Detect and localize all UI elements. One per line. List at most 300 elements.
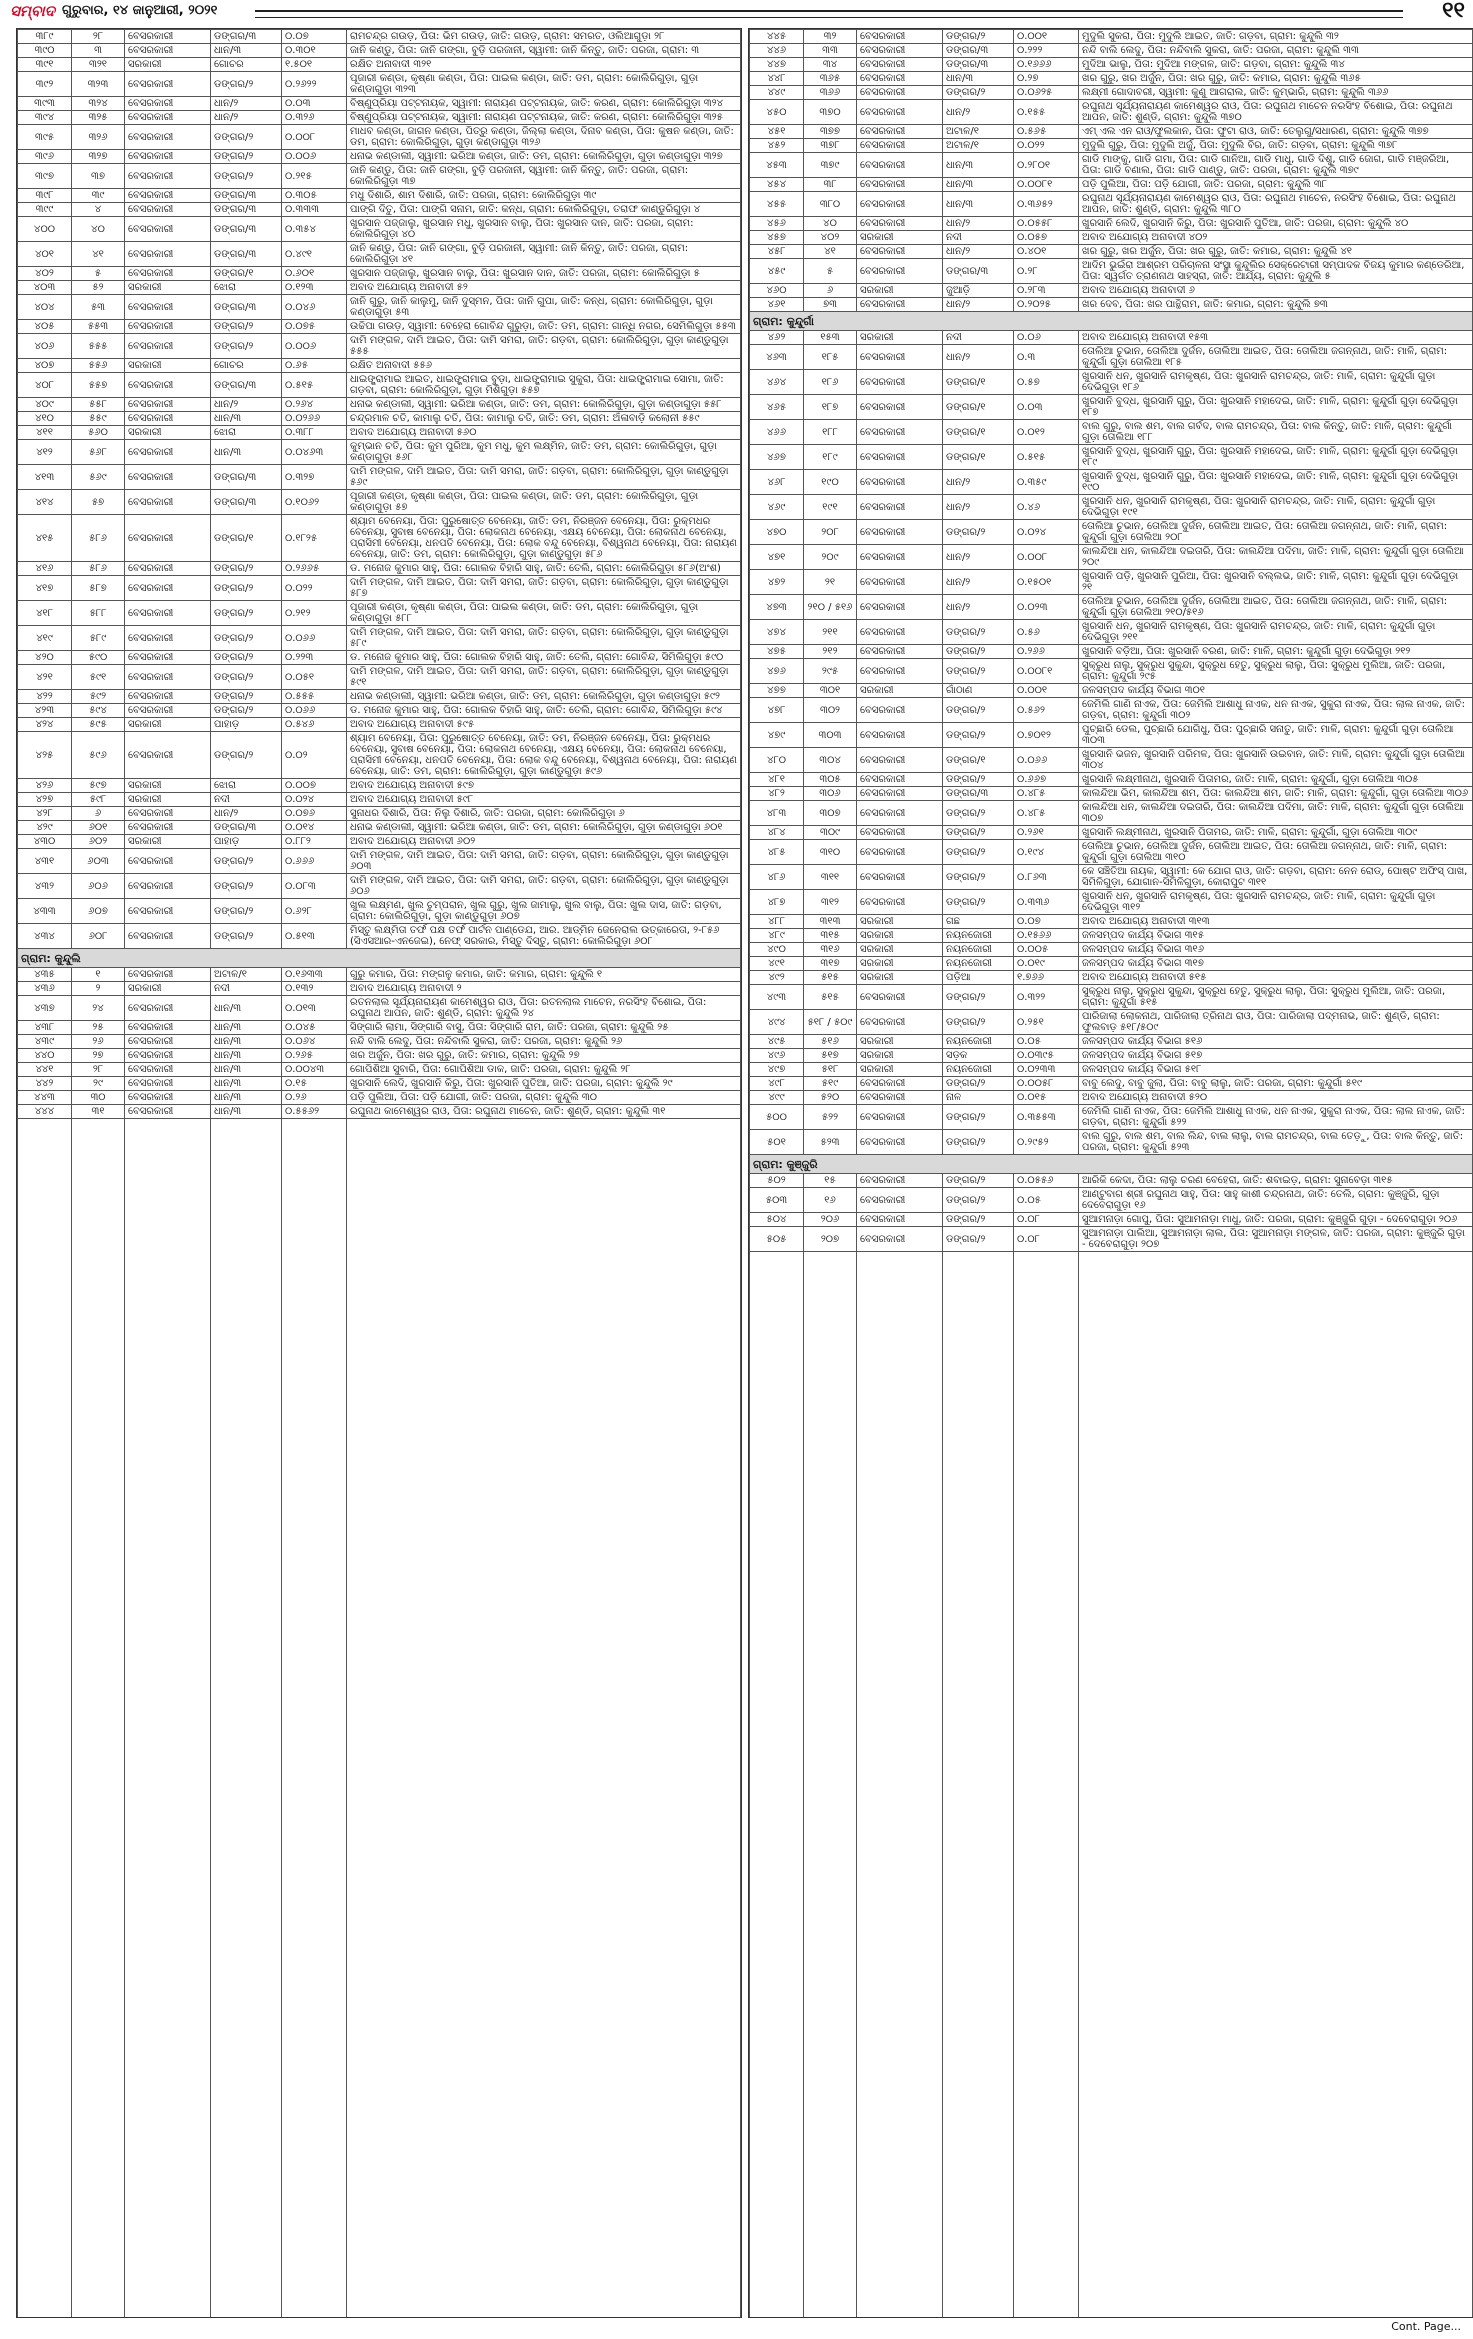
owner-details: ଅବାଦ ଅଯୋଗ୍ୟ ଅନାବାଦୀ ୫୧୫ xyxy=(1079,971,1473,985)
owner-details: ତୋଲିଆ ଚୁଭାନ, ତୋଲିଆ ଦୁର୍ଜନ, ତୋଲିଆ ଆଇତ, ପିତା: ତୋଲିଆ ଜଗନ୍ନାଥ, ଜାତି: ମାଳି, ଗ୍ରାମ: କୁନ୍ଦୁର୍ଗା ଗୁଡ଼ା ତୋଲିଆ ୩୧୦ xyxy=(1079,840,1473,865)
plot-number: ୨ xyxy=(72,982,125,996)
land-class: ଅଟାଳ/୧ xyxy=(943,125,1014,139)
left-column xyxy=(16,28,742,2318)
serial-number: ୪୮୬ xyxy=(750,865,804,890)
serial-number: ୩୯୦ xyxy=(18,44,72,58)
land-class: ସଡ଼କ xyxy=(943,1049,1014,1063)
owner-details: ଖର ଗୁରୁ, ଖର ଅର୍ଜୁନ, ପିତା: ଖର ଗୁରୁ, ଜାତି: କମାର, ଗ୍ରାମ: କୁନ୍ଦୁଲି ୪୧ xyxy=(1079,245,1473,259)
table-row xyxy=(750,698,1473,723)
table-row xyxy=(18,359,741,373)
plot-number: ୫୧୯ xyxy=(804,1077,857,1091)
land-class: ଡଙ୍ଗର/୨ xyxy=(943,1213,1014,1227)
area: ୦.୪୮୫ xyxy=(1014,801,1079,826)
land-status: ବେସରକାରୀ xyxy=(857,826,943,840)
continued-note: Cont. Page... xyxy=(1391,2320,1461,2333)
serial-number: ୩୯୬ xyxy=(18,150,72,164)
serial-number: ୪୭୨ xyxy=(750,570,804,595)
table-row xyxy=(18,44,741,58)
plot-number: ୧୮୫ xyxy=(804,345,857,370)
land-status: ବେସରକାରୀ xyxy=(857,192,943,217)
serial-number: ୪୦୬ xyxy=(18,334,72,359)
land-class: ଧାନ/୨ xyxy=(211,807,282,821)
land-class: ଧାନ/୨ xyxy=(943,245,1014,259)
table-row xyxy=(18,320,741,334)
owner-details: ଶ୍ୟାମ ବେନେୟା, ପିତା: ପୁରୁଷୋତ୍ତ ବେନେୟା, ଜାତି: ଡମ, ନିରଞ୍ଜନ ବେନେୟା, ପିତା: ରୁକ୍ମଧର ବେନେୟା, ସୁବାଷ ବେନେୟା, ପିତା: ଲୋକନାଥ ବେନେୟା, ଏକ୍ଷୟ ବେନେୟା, ପିତା: ଲୋକନାଥ ବେନେୟା, ପ୍ରାସିମୀ ବେନେୟା, ଧନପତି ବେନେୟା, ପିତା: ଲୋକ ବନ୍ଦୁ ବେନେୟା, ବିଶ୍ୱନାଥ ବେନେୟା, ପିତା: ନାରାୟଣ ବେନେୟା, ଜାତି: ଡମ, ଗ୍ରାମ: କୋଲିରିଗୁଡ଼ା, ଗୁଡ଼ା କାଣ୍ଡୁଗୁଡ଼ା ୫୯୬ xyxy=(347,732,741,779)
land-status: ବେସରକାରୀ xyxy=(125,690,211,704)
plot-number: ୩୨୭ xyxy=(72,150,125,164)
table-row xyxy=(750,1174,1473,1188)
table-row xyxy=(750,298,1473,312)
owner-details: ଅବାଦ ଅଯୋଗ୍ୟ ଅନାବାଦୀ ୬ xyxy=(1079,284,1473,298)
plot-number: ୨୧୨ xyxy=(804,645,857,659)
plot-number: ୫୮୯ xyxy=(72,626,125,651)
area: ୦.୩ xyxy=(1014,345,1079,370)
land-status: ବେସରକାରୀ xyxy=(125,412,211,426)
land-status: ବେସରକାରୀ xyxy=(125,150,211,164)
owner-details: ଅବାଦ ଅଯୋଗ୍ୟ ଅନାବାଦୀ ୫୨ xyxy=(347,281,741,295)
owner-details: କାଲନ୍ଦିଆ ଧନ, କାଲନ୍ଦିଆ ଦଇତାରି, ପିତା: କାଲନ୍ଦିଆ ପଦିମା, ଜାତି: ମାଳି, ଗ୍ରାମ: କୁନ୍ଦୁର୍ଗା ଗୁଡ଼ା ତୋଲିଆ ୩୦୭ xyxy=(1079,801,1473,826)
owner-details: ସୁଆମନାଡ଼ା ପାଲିଆ, ସୁଆମନାଡ଼ା ଲାଲ, ପିତା: ସୁଆମନାଡ଼ା ମଙ୍ଗଳ, ଜାତି: ପରଜା, ଗ୍ରାମ: କୁଞ୍ଜୁରି ଗୁଡ଼ା - ଦେବେରାଗୁଡ଼ା ୨୦୭ xyxy=(1079,1227,1473,1252)
plot-number: ୩୭୦ xyxy=(804,100,857,125)
serial-number: ୪୪୪ xyxy=(18,1105,72,1119)
area: ୦.୨୬ xyxy=(282,1091,347,1105)
land-status: ସରକାରୀ xyxy=(125,426,211,440)
table-row xyxy=(18,1049,741,1063)
land-status: ବେସରକାରୀ xyxy=(125,203,211,217)
plot-number: ୩୦ xyxy=(72,1091,125,1105)
table-row xyxy=(18,1021,741,1035)
serial-number: ୪୪୨ xyxy=(18,1077,72,1091)
plot-number: ୧୮୮ xyxy=(804,420,857,445)
table-row xyxy=(18,398,741,412)
plot-number: ୫୨୨ xyxy=(804,1105,857,1130)
area: ୦.୩୨୨ xyxy=(1014,985,1079,1010)
plot-number: ୩୧୦ xyxy=(804,840,857,865)
serial-number: ୪୭୮ xyxy=(750,698,804,723)
land-class: ପଡ଼ିଆ xyxy=(943,971,1014,985)
table-row xyxy=(750,915,1473,929)
owner-details: ଆଦିମ ଭୁଇଁରା ଆଶ୍ରମ ପରିଚାଳନା ସଂସ୍ଥା କୁନ୍ଦୁଲିର ସେକ୍ରେଟାରୀ ସମ୍ପାଦକ ବିଜୟ କୁମାର କଣ୍ଡେରିଆ, ପିତା: ସ୍ୱର୍ଗତ ତ୍ରାଣନାଥ ସାହସ୍ରା, ଜାତି: ଆର୍ଯ୍ୟ, ଗ୍ରାମ: କୁନ୍ଦୁଲି ୫ xyxy=(1079,259,1473,284)
land-class: ଧାନ/୨ xyxy=(943,470,1014,495)
plot-number: ୬ xyxy=(804,284,857,298)
table-row xyxy=(18,30,741,44)
table-row xyxy=(750,570,1473,595)
plot-number: ୫୫୭ xyxy=(72,373,125,398)
land-class: ଡଙ୍ଗର/୨ xyxy=(211,690,282,704)
table-row xyxy=(750,773,1473,787)
land-status: ବେସରକାରୀ xyxy=(125,849,211,874)
area: ୦.୦୫୫୮ xyxy=(1014,217,1079,231)
land-class: ଡଙ୍ଗର/୨ xyxy=(211,150,282,164)
land-class: ଡଙ୍ଗର/୧ xyxy=(211,267,282,281)
plot-number: ୫୧୫ xyxy=(804,971,857,985)
land-class: ଡଙ୍ଗର/୩ xyxy=(211,30,282,44)
owner-details: ଲକ୍ଷ୍ମୀ ଗୋଦାବରୀ, ସ୍ୱାମୀ: କୁଣୁ ଆଗରାଲ, ଜାତି: କୁମ୍ଭାରି, ଗ୍ରାମ: କୁନ୍ଦୁଲି ୩୬୬ xyxy=(1079,86,1473,100)
area: ୦.୧୬୩୩ xyxy=(282,968,347,982)
area: ୦.୦୬୨୫ xyxy=(1014,86,1079,100)
land-status: ବେସରକାରୀ xyxy=(857,217,943,231)
owner-details: ଦାମି ମଙ୍ଗଳ, ଦାମି ଆଇତ, ପିତା: ଦାମି ସମରା, ଜାତି: ଗଡ଼ବା, ଗ୍ରାମ: କୋଲିରିଗୁଡ଼ା, ଗୁଡ଼ା କାଣ୍ଡୁଗୁଡ଼ା ୫୫୫ xyxy=(347,334,741,359)
serial-number: ୪୩୪ xyxy=(18,924,72,949)
area: ୦.୦୧୯ xyxy=(1014,957,1079,971)
land-class: ଝୋରା xyxy=(211,426,282,440)
owner-details: ବିଷ୍ଣୁପ୍ରିୟା ପଟ୍ଟନାୟକ, ସ୍ୱାମୀ: ନାରାୟଣ ପଟ୍ଟନାୟକ, ଜାତି: କରଣ, ଗ୍ରାମ: କୋଲିରିଗୁଡ଼ା ୩୨୪ xyxy=(347,97,741,111)
table-row xyxy=(18,267,741,281)
land-class: ଅଟାଳ/୧ xyxy=(943,139,1014,153)
area: ୦.୨୬୧ xyxy=(1014,826,1079,840)
table-row xyxy=(750,1091,1473,1105)
area: ୦.୬୫ xyxy=(282,359,347,373)
land-class: ଡଙ୍ଗର/୨ xyxy=(943,1227,1014,1252)
land-class: ଡଙ୍ଗର/୨ xyxy=(943,890,1014,915)
area: ୦.୧୫୬୬ xyxy=(1014,929,1079,943)
owner-details: ଅବାଦ ଅଯୋଗ୍ୟ ଅନାବାଦୀ ୩୧୩ xyxy=(1079,915,1473,929)
land-status: ବେସରକାରୀ xyxy=(857,125,943,139)
plot-number: ୩୦୯ xyxy=(804,826,857,840)
area: ୦.୮୬୩ xyxy=(1014,865,1079,890)
serial-number: ୪୨୭ xyxy=(18,793,72,807)
plot-number: ୬୦୭ xyxy=(72,899,125,924)
land-status: ବେସରକାରୀ xyxy=(857,44,943,58)
owner-details: ଜଳସମ୍ପଦ କାର୍ଯ୍ୟ ବିଭାଗ ୩୦୧ xyxy=(1079,684,1473,698)
land-status: ବେସରକାରୀ xyxy=(125,189,211,203)
area: ୦.୦୬୬ xyxy=(1014,748,1079,773)
serial-number: ୪୦୮ xyxy=(18,373,72,398)
table-row xyxy=(750,1227,1473,1252)
serial-number: ୪୭୯ xyxy=(750,723,804,748)
land-status: ବେସରକାରୀ xyxy=(857,787,943,801)
plot-number: ୨୮ xyxy=(72,30,125,44)
serial-number: ୪୫୩ xyxy=(750,153,804,178)
land-status: ବେସରକାରୀ xyxy=(125,111,211,125)
owner-details: ଖୁରସାନ ପଜ୍ଜାଲୁ, ଖୁରସାନ ମଧୁ, ଖୁରସାନ ବାଲୁ, ପିତା: ଖୁରସାନ ଦାନ, ଜାତି: ପରଜା, ଗ୍ରାମ: କୋଲିରିଗୁଡ଼ା ୪୦ xyxy=(347,217,741,242)
plot-number: ୨୬ xyxy=(72,1035,125,1049)
land-class: ଡଙ୍ଗର/୩ xyxy=(211,295,282,320)
serial-number: ୪୦୪ xyxy=(18,295,72,320)
owner-details: ପଡ଼ି ପୁଲିଆ, ପିତା: ପଡ଼ି ଯୋଗୀ, ଜାତି: ପରଜା, ଗ୍ରାମ: କୁନ୍ଦୁଲି ୩୦ xyxy=(347,1091,741,1105)
land-status: ବେସରକାରୀ xyxy=(857,865,943,890)
land-status: ସରକାରୀ xyxy=(857,915,943,929)
plot-number: ୩୯ xyxy=(72,189,125,203)
land-class: ଧାନ/୩ xyxy=(943,72,1014,86)
table-row xyxy=(750,659,1473,684)
area: ୦.୨୧୫ xyxy=(282,164,347,189)
area: ୦.୦୨୬୬ xyxy=(282,412,347,426)
serial-number: ୪୬୨ xyxy=(750,331,804,345)
plot-number: ୧୫୩ xyxy=(804,331,857,345)
area: ୦.୩୨୬ xyxy=(282,111,347,125)
header-rule xyxy=(255,10,1403,18)
plot-number: ୩୧ xyxy=(72,1105,125,1119)
table-row xyxy=(750,1188,1473,1213)
area: ୧.୭୬୬ xyxy=(1014,971,1079,985)
plot-number: ୫୫୩ xyxy=(72,320,125,334)
land-status: ବେସରକାରୀ xyxy=(857,72,943,86)
area: ୦.୨୮୩ xyxy=(1014,284,1079,298)
plot-number: ୩୭୭ xyxy=(804,125,857,139)
owner-details: ଉଚ୍ଚିପା ଗଉଡ଼, ସ୍ୱାମୀ: ବେହେରା ଗୋବିନ୍ଦ ଗୁରୁଡ଼ା, ଜାତି: ଡମ, ଗ୍ରାମ: ଗାନ୍ଧି ନଗର, ସେମିଲିଗୁଡ଼ା ୫୫୩ xyxy=(347,320,741,334)
serial-number: ୪୩୨ xyxy=(18,874,72,899)
area: ୦.୦୧୫ xyxy=(1014,1091,1079,1105)
land-status: ବେସରକାରୀ xyxy=(125,899,211,924)
serial-number: ୫୦୩ xyxy=(750,1188,804,1213)
land-status: ବେସରକାରୀ xyxy=(125,242,211,267)
area: ୦.୦୨୩୩ xyxy=(1014,1063,1079,1077)
plot-number: ୫୮୮ xyxy=(72,601,125,626)
owner-details: ଏମ୍ ଏଲ ଏନ ରାଓ/ଫୁଲକାନ, ପିତା: ଫୁଟା ରାଓ, ଜାତି: ତେଲୁଗୁ/ସଧାରଣ, ଗ୍ରାମ: କୁନ୍ଦୁଲି ୩୭୭ xyxy=(1079,125,1473,139)
serial-number: ୪୯୩ xyxy=(750,985,804,1010)
serial-number: ୪୪୧ xyxy=(18,1063,72,1077)
land-class: ନଦୀ xyxy=(943,331,1014,345)
land-status: ବେସରକାରୀ xyxy=(857,345,943,370)
area: ୦.୨୬୬ xyxy=(1014,645,1079,659)
area: ୦.୦୨୨ xyxy=(1014,139,1079,153)
table-row xyxy=(18,924,741,949)
serial-number: ୪୧୭ xyxy=(18,576,72,601)
plot-number: ୫୫୬ xyxy=(72,359,125,373)
land-class: ଡଙ୍ଗର/୩ xyxy=(211,203,282,217)
table-row xyxy=(18,807,741,821)
land-status: ବେସରକାରୀ xyxy=(857,985,943,1010)
plot-number: ୫୮୭ xyxy=(72,576,125,601)
land-class: ଧାନ/୩ xyxy=(211,1091,282,1105)
table-row xyxy=(18,334,741,359)
table-row xyxy=(18,874,741,899)
area: ୦.୫୬୨ xyxy=(1014,698,1079,723)
owner-details: ଖୁରସାନି ଲେଦି, ଖୁରସାନି କିରୁ, ପିତା: ଖୁରସାନି ପୁତିଆ, ଜାତି: ପରଜା, ଗ୍ରାମ: କୁନ୍ଦୁଲି ୪୦ xyxy=(1079,217,1473,231)
land-status: ବେସରକାରୀ xyxy=(125,821,211,835)
area: ୦.୦୦୬ xyxy=(282,150,347,164)
table-row xyxy=(18,601,741,626)
issue-date: ଗୁରୁବାର, ୧୪ ଜାନୁଆରୀ, ୨୦୨୧ xyxy=(62,3,218,18)
owner-details: ଡ. ମନୋଜ କୁମାର ସାହୁ, ପିତା: ଗୋଲକ ବିହାରି ସାହୁ, ଜାତି: ତେଲି, ଗ୍ରାମ: କୋଲିରିଗୁଡ଼ା ୫୮୬(ଅଂଶ) xyxy=(347,562,741,576)
area: ୦.୫୬ xyxy=(1014,620,1079,645)
table-row xyxy=(750,58,1473,72)
serial-number: ୪୨୨ xyxy=(18,690,72,704)
plot-number: ୩୦୭ xyxy=(804,801,857,826)
land-status: ସରକାରୀ xyxy=(125,718,211,732)
land-status: ସରକାରୀ xyxy=(857,1035,943,1049)
owner-details: କୁମ୍ଭାନ ଚତି, ପିତା: କୁମ ପୁରିଆ, କୁମ ମଧୁ, କୁମ ଲକ୍ଷ୍ମିନ, ଜାତି: ଡମ, ଗ୍ରାମ: କୋଲିରିଗୁଡ଼ା, ଗୁଡ଼ା କଣ୍ଡାଗୁଡ଼ା ୫୬୮ xyxy=(347,440,741,465)
area: ୦.୦୦୮ xyxy=(282,125,347,150)
area: ୦.୦୦୧ xyxy=(1014,684,1079,698)
land-status: ବେସରକାରୀ xyxy=(125,732,211,779)
land-class: ଧାନ/୨ xyxy=(943,298,1014,312)
land-class: ଧାନ/୩ xyxy=(211,1035,282,1049)
land-status: ସରକାରୀ xyxy=(125,779,211,793)
table-row xyxy=(750,684,1473,698)
area: ୦.୨୨୩ xyxy=(282,651,347,665)
land-status: ବେସରକାରୀ xyxy=(125,1035,211,1049)
plot-number: ୨୯୫ xyxy=(804,659,857,684)
land-class: ଡଙ୍ଗର/୧ xyxy=(943,395,1014,420)
owner-details: ରକ୍ଷିତ ଅନାବାଦୀ ୫୫୬ xyxy=(347,359,741,373)
owner-details: ରଘୁନାଥ କାମେଶ୍ୱର ରାଓ, ପିତା: ରଘୁନାଥ ମାଚେନ, ଜାତି: ଶୁଣ୍ଡି, ଗ୍ରାମ: କୁନ୍ଦୁଲି ୩୧ xyxy=(347,1105,741,1119)
plot-number: ୨୪ xyxy=(72,996,125,1021)
land-status: ସରକାରୀ xyxy=(857,957,943,971)
area: ୦.୦୦୮୧ xyxy=(1014,659,1079,684)
plot-number: ୧୯୧ xyxy=(804,495,857,520)
table-row xyxy=(750,139,1473,153)
owner-details: କାଲନ୍ଦିଆ ଭିମ, କାଲନ୍ଦିଆ ଶମ, ପିତା: କାଲନ୍ଦିଆ ଶମ, ଜାତି: ମାଳି, ଗ୍ରାମ: କୁନ୍ଦୁର୍ଗା, ଗୁଡ଼ା ତୋଲିଆ ୩୦୬ xyxy=(1079,787,1473,801)
area: ୦.୨୦୨୫ xyxy=(1014,298,1079,312)
area: ୦.୧୯୪ xyxy=(1014,840,1079,865)
area: ୦.୭୦୧୨ xyxy=(1014,723,1079,748)
land-class: ଡଙ୍ଗର/୧ xyxy=(943,748,1014,773)
table-row xyxy=(18,58,741,72)
serial-number: ୩୯୩ xyxy=(18,97,72,111)
owner-details: ପଡ଼ି ପୁଲିଆ, ପିତା: ପଡ଼ି ଯୋଗୀ, ଜାତି: ପରଜା, ଗ୍ରାମ: କୁନ୍ଦୁଲି ୩୮ xyxy=(1079,178,1473,192)
table-row xyxy=(750,645,1473,659)
plot-number: ୫୯୬ xyxy=(72,732,125,779)
serial-number: ୪୯୫ xyxy=(750,1035,804,1049)
land-class: ଡଙ୍ଗର/୩ xyxy=(943,787,1014,801)
land-status: ବେସରକାରୀ xyxy=(125,968,211,982)
land-status: ବେସରକାରୀ xyxy=(857,470,943,495)
area: ୦.୩୨୭ xyxy=(282,465,347,490)
owner-details: ପାଙ୍ଗି ଦିତୁ, ପିତା: ପାଙ୍ଗି ସନାମ, ଜାତି: କନ୍ଧ, ଗ୍ରାମ: କୋଲିରିଗୁଡ଼ା, ତରାଫ କାଣ୍ଡୁରିଗୁଡ଼ା ୪ xyxy=(347,203,741,217)
land-status: ସରକାରୀ xyxy=(857,1063,943,1077)
table-row xyxy=(18,576,741,601)
land-class: ଗୋଚର xyxy=(211,58,282,72)
owner-details: ପୂଜାରୀ କଣ୍ଡା, କୃଷ୍ଣା କଣ୍ଡା, ପିତା: ପାଇଲ କଣ୍ଡା, ଜାତି: ଡମ, ଗ୍ରାମ: କୋଲିରିଗୁଡ଼ା, ଗୁଡ଼ା କଣ୍ଡାଗୁଡ଼ା ୫୭ xyxy=(347,490,741,515)
owner-details: ଆଣ୍ଟୁବାଗ ଶ୍ରୀ ରଘୁନାଥ ସାହୁ, ପିତା: ସାହୁ କାଶୀ ଚନ୍ଦ୍ରନାଥ, ଜାତି: ତେଲି, ଗ୍ରାମ: କୁଞ୍ଜୁରି, ଗୁଡ଼ା ଦେବେରାଗୁଡ଼ା ୧୬ xyxy=(1079,1188,1473,1213)
land-status: ବେସରକାରୀ xyxy=(125,1105,211,1119)
land-class: ଡଙ୍ଗର/୩ xyxy=(211,217,282,242)
land-class: ଡଙ୍ଗର/୨ xyxy=(943,698,1014,723)
land-status: ବେସରକାରୀ xyxy=(125,295,211,320)
land-status: ସରକାରୀ xyxy=(125,982,211,996)
table-row xyxy=(18,515,741,562)
serial-number: ୪୩୭ xyxy=(18,996,72,1021)
plot-number: ୨୧୦ / ୫୧୬ xyxy=(804,595,857,620)
serial-number: ୪୪୯ xyxy=(750,86,804,100)
land-status: ବେସରକାରୀ xyxy=(125,651,211,665)
area: ୦.୧୮୨୫ xyxy=(282,515,347,562)
owner-details: ବିଷ୍ଣୁପ୍ରିୟା ପଟ୍ଟନାୟକ, ସ୍ୱାମୀ: ନାରାୟଣ ପଟ୍ଟନାୟକ, ଜାତି: କରଣ, ଗ୍ରାମ: କୋଲିରିଗୁଡ଼ା ୩୨୫ xyxy=(347,111,741,125)
land-class: ଡଙ୍ଗର/୩ xyxy=(211,490,282,515)
land-class: ଧାନ/୩ xyxy=(211,440,282,465)
table-row xyxy=(750,620,1473,645)
land-class: ଡଙ୍ଗର/୨ xyxy=(943,520,1014,545)
table-row xyxy=(750,72,1473,86)
table-row xyxy=(18,779,741,793)
plot-number: ୫୬୮ xyxy=(72,440,125,465)
owner-details: ଅବାଦ ଅଯୋଗ୍ୟ ଅନାବାଦୀ ୨ xyxy=(347,982,741,996)
land-class: ଡଙ୍ଗର/୨ xyxy=(211,899,282,924)
land-class: ଡଙ୍ଗର/୨ xyxy=(211,576,282,601)
serial-number: ୫୦୫ xyxy=(750,1227,804,1252)
plot-number: ୩୮ xyxy=(804,178,857,192)
land-class: ଡଙ୍ଗର/୧ xyxy=(943,370,1014,395)
land-class: ଗଛ xyxy=(943,915,1014,929)
land-class: ଡଙ୍ଗର/୨ xyxy=(211,562,282,576)
owner-details: ଦାମି ମଙ୍ଗଳ, ଦାମି ଆଇତ, ପିତା: ଦାମି ସମରା, ଜାତି: ଗଡ଼ବା, ଗ୍ରାମ: କୋଲିରିଗୁଡ଼ା, ଗୁଡ଼ା କାଣ୍ଡୁଗୁଡ଼ା ୬୦୩ xyxy=(347,849,741,874)
land-class: ଧାନ/୨ xyxy=(211,111,282,125)
owner-details: ଶ୍ୟାମ ବେନେୟା, ପିତା: ପୁରୁଷୋତ୍ତ ବେନେୟା, ଜାତି: ଡମ, ନିରଞ୍ଜନ ବେନେୟା, ପିତା: ରୁକ୍ମଧର ବେନେୟା, ସୁବାଷ ବେନେୟା, ପିତା: ଲୋକନାଥ ବେନେୟା, ଏକ୍ଷୟ ବେନେୟା, ପିତା: ଲୋକନାଥ ବେନେୟା, ପ୍ରାସିମୀ ବେନେୟା, ଧନପତି ବେନେୟା, ପିତା: ଲୋକ ବନ୍ଦୁ ବେନେୟା, ବିଶ୍ୱନାଥ ବେନେୟା, ପିତା: ନାରାୟଣ ବେନେୟା, ଜାତି: ଡମ, ଗ୍ରାମ: କୋଲିରିଗୁଡ଼ା, ଗୁଡ଼ା କାଣ୍ଡୁଗୁଡ଼ା ୫୮୬ xyxy=(347,515,741,562)
area: ୦.୦୭୬ xyxy=(282,807,347,821)
serial-number: ୪୧୮ xyxy=(18,601,72,626)
land-status: ବେସରକାରୀ xyxy=(857,86,943,100)
table-row xyxy=(18,1091,741,1105)
table-row xyxy=(750,395,1473,420)
land-status: ବେସରକାରୀ xyxy=(857,1227,943,1252)
land-class: ଡଙ୍ଗର/୩ xyxy=(211,373,282,398)
owner-details: ଅବାଦ ଅଯୋଗ୍ୟ ଅନାବାଦୀ ୪୦୨ xyxy=(1079,231,1473,245)
table-row xyxy=(18,704,741,718)
table-row xyxy=(18,72,741,97)
land-class: ଡଙ୍ଗର/୩ xyxy=(211,242,282,267)
plot-number: ୪୦୨ xyxy=(804,231,857,245)
land-status: ବେସରକାରୀ xyxy=(125,1021,211,1035)
village-name: ଗ୍ରାମ: କୁନ୍ଦୁର୍ଗା xyxy=(750,312,1473,331)
area: ୦.୦୬୬ xyxy=(282,626,347,651)
owner-details: ଖୁରସାନି ଧନ, ଖୁରସାନି ରାମକୃଷ୍ଣ, ପିତା: ଖୁରସାନି ରାମଚନ୍ଦ୍ର, ଜାତି: ମାଳି, ଗ୍ରାମ: କୁନ୍ଦୁର୍ଗା ଗୁଡ଼ା ଦେଭିଗୁଡ଼ା ୩୧୨ xyxy=(1079,890,1473,915)
table-row xyxy=(750,1130,1473,1155)
table-row xyxy=(750,1213,1473,1227)
land-class: ଝୋରା xyxy=(211,281,282,295)
serial-number: ୩୮୯ xyxy=(18,30,72,44)
plot-number: ୩୩ xyxy=(804,44,857,58)
owner-details: ପାରିଜାଲା ଲୋକନାଥ, ପାରିଜାଲା ତ୍ରିନାଥ ରାଓ, ପିତା: ପାରିଜାଲା ପଦ୍ମନାଭ, ଜାତି: ଶୁଣ୍ଡି, ଗ୍ରାମ: ଫୁଲବାଡ଼ ୫୧୮/୫୦୯ xyxy=(1079,1010,1473,1035)
serial-number: ୪୬୩ xyxy=(750,345,804,370)
owner-details: ଦାମି ମଙ୍ଗଳ, ଦାମି ଆଇତ, ପିତା: ଦାମି ସମରା, ଜାତି: ଗଡ଼ବା, ଗ୍ରାମ: କୋଲିରିଗୁଡ଼ା, ଗୁଡ଼ା କାଣ୍ଡୁଗୁଡ଼ା ୫୬୯ xyxy=(347,465,741,490)
land-class: ଧାନ/୨ xyxy=(211,97,282,111)
land-status: ବେସରକାରୀ xyxy=(125,924,211,949)
serial-number: ୪୫୧ xyxy=(750,125,804,139)
land-status: ବେସରକାରୀ xyxy=(857,748,943,773)
table-row xyxy=(18,821,741,835)
plot-number: ୪୦ xyxy=(804,217,857,231)
land-status: ବେସରକାରୀ xyxy=(857,545,943,570)
plot-number: ୫୯୪ xyxy=(72,704,125,718)
table-row xyxy=(18,164,741,189)
plot-number: ୨୭ xyxy=(72,1049,125,1063)
owner-details: ଗାଡି ମାଙ୍କୁ, ଗାଡି ଗମା, ପିତା: ଗାଡି ଗାନିଆ, ଗାଡି ମାଧୁ, ଗାଡି ଦିଶୁ, ଗାଡି ଜୋଗ, ଗାଡି ମଞ୍ଜରିଆ, ପିତା: ଗାଡି ବଣାଲ, ପିତା: ଗାଡି ପାଣ୍ଡୁ, ଜାତି: ପରଜା, ଗ୍ରାମ: କୁନ୍ଦୁଲି ୩୭୯ xyxy=(1079,153,1473,178)
owner-details: ମଧୁ ଦିଶାରି, ଶାମ ଦିଶାରି, ଜାତି: ପରଜା, ଗ୍ରାମ: କୋଲିରିଗୁଡ଼ା ୩୯ xyxy=(347,189,741,203)
owner-details: ଗୋପିଶିଆ ସୁବାରି, ପିତା: ଗୋପିଶିଆ ଡାକ, ଜାତି: ପରଜା, ଗ୍ରାମ: କୁନ୍ଦୁଲି ୨୮ xyxy=(347,1063,741,1077)
land-class: ଡଙ୍ଗର/୨ xyxy=(211,125,282,150)
area: ୦.୦୨ xyxy=(282,732,347,779)
table-row xyxy=(18,373,741,398)
land-class: ଧାନ/୩ xyxy=(943,192,1014,217)
plot-number: ୩୦୪ xyxy=(804,748,857,773)
land-status: ବେସରକାରୀ xyxy=(125,1077,211,1091)
land-class: ଡଙ୍ଗର/୨ xyxy=(211,665,282,690)
serial-number: ୪୭୫ xyxy=(750,645,804,659)
land-class: ଡଙ୍ଗର/୨ xyxy=(211,334,282,359)
plot-number: ୭୩ xyxy=(804,298,857,312)
land-status: ବେସରକାରୀ xyxy=(857,1010,943,1035)
owner-details: ତୋଲିଆ ଚୁଭାନ, ତୋଲିଆ ଦୁର୍ଜନ, ତୋଲିଆ ଆଇତ, ପିତା: ତୋଲିଆ ଜଗନ୍ନାଥ, ଜାତି: ମାଳି, ଗ୍ରାମ: କୁନ୍ଦୁର୍ଗା ଗୁଡ଼ା ତୋଲିଆ ୨୦୮ xyxy=(1079,520,1473,545)
land-status: ବେସରକାରୀ xyxy=(125,1049,211,1063)
area: ୦.୩୮୮ xyxy=(282,426,347,440)
land-class: ଡଙ୍ଗର/୩ xyxy=(943,259,1014,284)
serial-number: ୪୪୩ xyxy=(18,1091,72,1105)
area: ୦.୨୬୪ xyxy=(282,398,347,412)
serial-number: ୪୮୩ xyxy=(750,801,804,826)
land-class: ପାହାଡ଼ xyxy=(211,835,282,849)
table-row xyxy=(18,968,741,982)
table-row xyxy=(18,996,741,1021)
land-class: ଡଙ୍ଗର/୨ xyxy=(943,773,1014,787)
land-class: ଡଙ୍ଗର/୩ xyxy=(211,465,282,490)
land-status: ବେସରକାରୀ xyxy=(857,139,943,153)
owner-details: ମିସ୍ତୁ ଲକ୍ଷ୍ମିତା ତର୍ଫ ପକ୍ଷ ତର୍ଫ ପାର୍ଟନ ପାଣ୍ଡେଯ, ଆର. ଆଡ୍ମିନ ଜେନେରାଲ ଉତ୍କାରେତା, ୨-୮୫୬ (ସିଏସଆର-ଏନଜେଇ), ନେଫ୍ ସରକାର, ମିସ୍ତୁ ଦିସ୍ତୁ, ଗ୍ରାମ: କୋଲିରିଗୁଡ଼ା ୬୦୮ xyxy=(347,924,741,949)
area: ୦.୫୭ xyxy=(1014,370,1079,395)
area: ୦.୬୬୭ xyxy=(1014,773,1079,787)
land-class: ଡଙ୍ଗର/୧ xyxy=(943,445,1014,470)
